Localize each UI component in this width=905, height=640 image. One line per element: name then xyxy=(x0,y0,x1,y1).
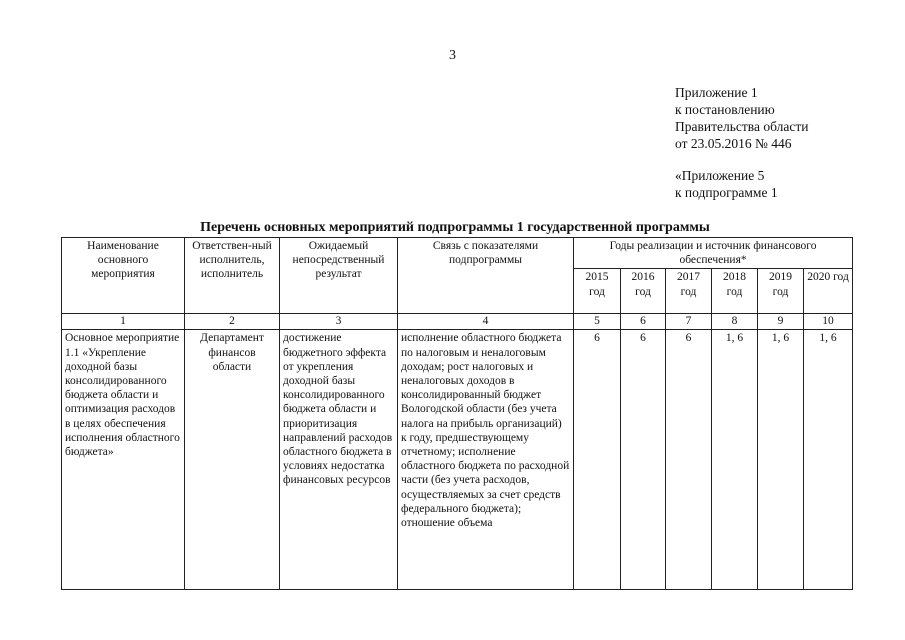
cell-indicators: исполнение областного бюджета по налоговым и неналоговым доходам; рост налоговых и неналоговых доходов в консолидированный бюджет Вологодской области (без учета налога на прибыль организаций) к году, предшествующему отчетному; исполнение областного бюджета по расходной части (без учета расходов, осуществляемых за счет средств федерального бюджета); отношение объема xyxy=(398,330,574,590)
header-year: 2017 год xyxy=(666,269,712,314)
cell-source-2017: 6 xyxy=(666,330,712,590)
cell-source-2019: 1, 6 xyxy=(758,330,804,590)
cell-measure-name: Основное мероприятие 1.1 «Укрепление доходной базы консолидированного бюджета области и оптимизация расходов в целях обеспечения исполнения областного бюджета» xyxy=(62,330,185,590)
header-year: 2020 год xyxy=(804,269,853,314)
cell-executor: Департамент финансов области xyxy=(185,330,280,590)
column-number: 3 xyxy=(280,314,398,330)
cell-source-2020: 1, 6 xyxy=(804,330,853,590)
column-number: 7 xyxy=(666,314,712,330)
cell-result: достижение бюджетного эффекта от укрепления доходной базы консолидированного бюджета области и приоритизация направлений расходов областного бюджета в условиях недостатка финансовых ресурсов xyxy=(280,330,398,590)
cell-source-2018: 1, 6 xyxy=(712,330,758,590)
column-number: 4 xyxy=(398,314,574,330)
cell-source-2016: 6 xyxy=(621,330,666,590)
header-year: 2018 год xyxy=(712,269,758,314)
column-number: 1 xyxy=(62,314,185,330)
table-row xyxy=(62,330,853,590)
cell-source-2015: 6 xyxy=(574,330,621,590)
column-number: 8 xyxy=(712,314,758,330)
appendix-line: от 23.05.2016 № 446 xyxy=(675,136,792,151)
header-indicators: Связь с показателями подпрограммы xyxy=(398,238,574,314)
appendix-line: к подпрограмме 1 xyxy=(675,185,778,200)
appendix-line: Приложение 1 xyxy=(675,85,758,100)
header-years-group: Годы реализации и источник финансового обеспечения* xyxy=(574,238,853,269)
column-number: 6 xyxy=(621,314,666,330)
column-number: 10 xyxy=(804,314,853,330)
appendix-block xyxy=(675,84,808,201)
column-number-row xyxy=(62,314,853,330)
measures-table xyxy=(61,237,853,590)
header-year: 2016 год xyxy=(621,269,666,314)
column-number: 2 xyxy=(185,314,280,330)
header-row xyxy=(62,238,853,269)
header-year: 2015 год xyxy=(574,269,621,314)
appendix-line: к постановлению xyxy=(675,102,775,117)
header-executor: Ответствен-ный исполнитель, исполнитель xyxy=(185,238,280,314)
page-number: 3 xyxy=(449,48,456,63)
appendix-line: Правительства области xyxy=(675,119,809,134)
header-name: Наименование основного мероприятия xyxy=(62,238,185,314)
document-title: Перечень основных мероприятий подпрограммы 1 государственной программы xyxy=(200,220,710,235)
appendix-spacer xyxy=(675,152,808,167)
header-result: Ожидаемый непосредственный результат xyxy=(280,238,398,314)
column-number: 9 xyxy=(758,314,804,330)
column-number: 5 xyxy=(574,314,621,330)
header-year: 2019 год xyxy=(758,269,804,314)
appendix-line: «Приложение 5 xyxy=(675,168,765,183)
